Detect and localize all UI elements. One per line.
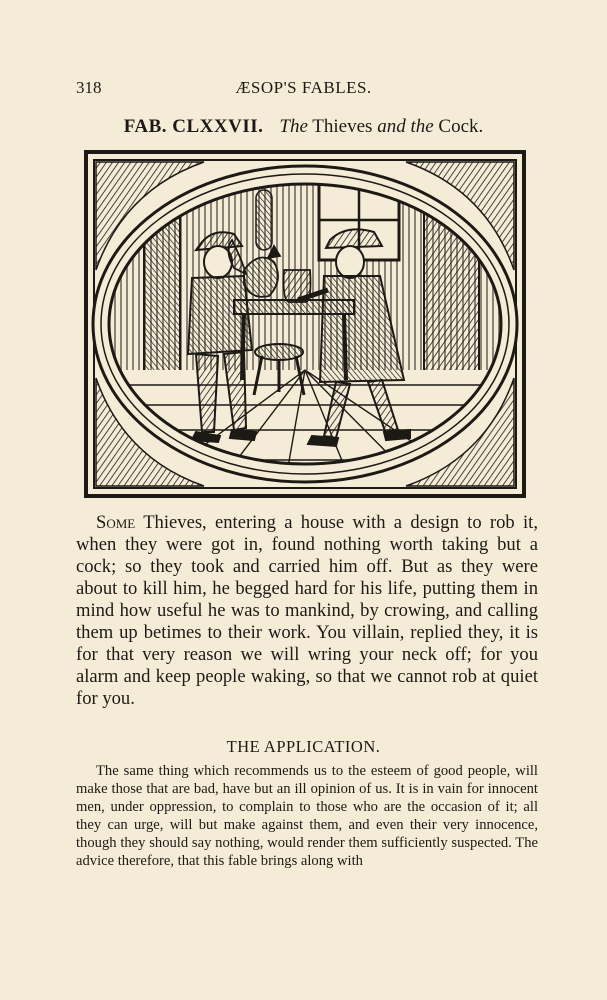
story-text: Thieves, entering a house with a design to rob it, when they were got in, found nothing worth taking but a cock; so they took and carried him off. But as they were about to kill him, he begged hard for his life, putting them in mind how useful he was to mankind, by crowing, and calling them up betimes to their work. You villain, replied they, it is for that very reason we will wring your neck off; for you alarm and keep people waking, so that we cannot rob at quiet for you. [76,512,538,709]
application-paragraph: The same thing which recommends us to the esteem of good people, will make those that are bad, have but an ill opinion of us. It is in vain for innocent men, under oppression, to complain to those who are the occasion of it; all they can urge, will but make against them, and even their very innocence, though they should say nothing, would render them sufficiently suspected. The advice therefore, that this fable brings along with [76,763,538,869]
page-number: 318 [76,78,102,97]
fable-story [76,512,538,710]
fable-title-roman-2: Cock. [433,116,484,137]
application-heading: THE APPLICATION. [226,737,381,756]
fable-title-roman-1: Thieves [307,116,378,137]
woodcut-illustration [84,150,526,498]
fable-title-italic-2: and the [377,116,434,137]
fable-title-italic-1: The [279,116,308,137]
fable-number: FAB. CLXXVII. [123,116,264,137]
application-text [76,762,538,870]
story-paragraph [76,512,538,710]
story-first-word: Some [96,512,136,533]
fable-title [0,116,607,138]
book-title: ÆSOP'S FABLES. [235,78,372,97]
